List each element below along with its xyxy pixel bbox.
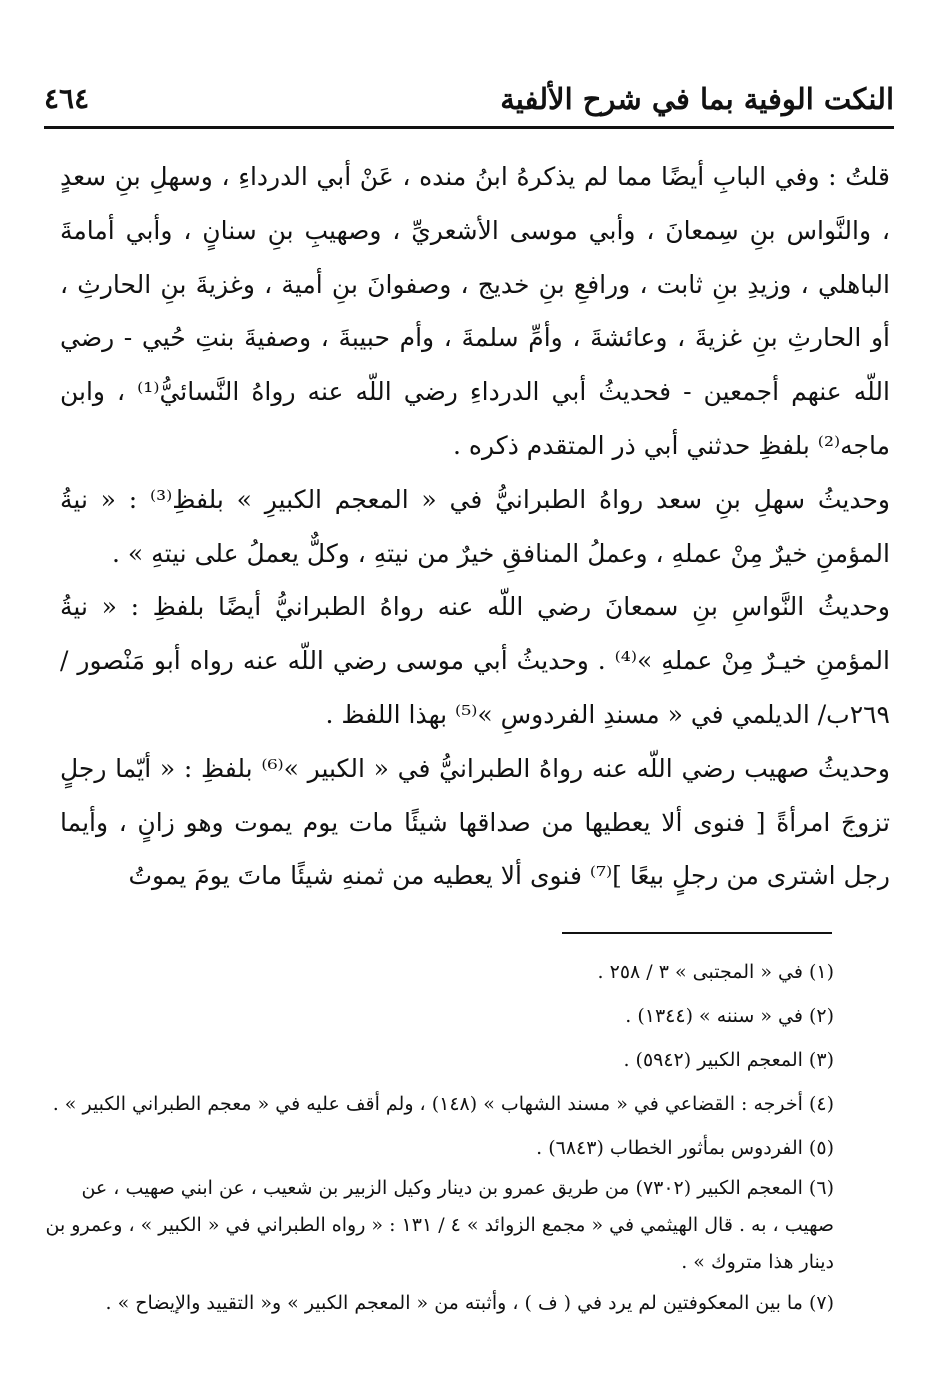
page-number: ٤٦٤ [44,82,90,115]
running-title: النكت الوفية بما في شرح الألفية [500,82,894,116]
header-divider [44,126,894,129]
footnotes [44,950,834,1325]
footnote-divider [562,932,832,934]
footnote-7: (٧) ما بين المعكوفتين لم يرد في ( ف ) ، وأثبته من « المعجم الكبير » و« التقييد والإيضاح » . [105,1292,834,1314]
footnote-6: (٦) المعجم الكبير (٧٣٠٢) من طريق عمرو بن دينار وكيل الزبير بن شعيب ، عن ابني صهيب ، عن صهيب ، به . قال الهيثمي في « مجمع الزوائد » ٤ / ١٣١ : « رواه الطبراني في « الكبير » ، وعمرو بن دينار هذا متروك » . [45,1177,834,1273]
paragraph: وحديثُ صهيب رضي اللّه عنه رواهُ الطبرانيُّ في « الكبير »⁽⁶⁾ بلفظِ : « أيّما رجلٍ تزوجَ امرأةً [ فنوى ألا يعطيها من صداقها شيئًا مات يوم يموت وهو زانٍ ، وأيما رجل اشترى من رجلٍ بيعًا ]⁽⁷⁾ فنوى ألا يعطيه من ثمنهِ شيئًا ماتَ يومَ يموتُ [60,753,891,891]
footnote-3: (٣) المعجم الكبير (٥٩٤٢) . [623,1049,834,1071]
footnote-5: (٥) الفردوس بمأثور الخطاب (٦٨٤٣) . [536,1137,834,1159]
footnote-1: (١) في « المجتبى » ٣ / ٢٥٨ . [597,961,834,983]
footnote-4: (٤) أخرجه : القضاعي في « مسند الشهاب » (١٤٨) ، ولم أقف عليه في « معجم الطبراني الكبير » . [52,1093,834,1115]
paragraph: وحديثُ النَّواسِ بنِ سمعانَ رضي اللّه عنه رواهُ الطبرانيُّ أيضًا بلفظِ : « نيةُ المؤمنِ خيـرٌ مِنْ عملهِ »⁽⁴⁾ . وحديثُ أبي موسى رضي اللّه عنه رواه أبو مَنْصور /٢٦٩ب/ الديلمي في « مسندِ الفردوسِ »⁽⁵⁾ بهذا اللفظ . [60,592,890,729]
footnote-2: (٢) في « سننه » (١٣٤٤) . [625,1005,834,1027]
running-header [44,76,894,126]
main-text [60,150,890,903]
paragraph: وحديثُ سهلِ بنِ سعد رواهُ الطبرانيُّ في « المعجم الكبيرِ » بلفظِ⁽³⁾ : « نيةُ المؤمنِ خيرٌ مِنْ عملهِ ، وعملُ المنافقِ خيرٌ من نيتهِ ، وكلٌّ يعملُ على نيتهِ » . [60,484,890,568]
paragraph: قلتُ : وفي البابِ أيضًا مما لم يذكرهُ ابنُ منده ، عَنْ أبي الدرداءِ ، وسهلِ بنِ سعدٍ ، والنَّواس بنِ سِمعانَ ، وأبي موسى الأشعريِّ ، وصهيبِ بنِ سنانٍ ، وأبي أمامةَ الباهلي ، وزيدِ بنِ ثابت ، ورافعِ بنِ خديج ، وصفوانَ بنِ أمية ، وغزيةَ بنِ الحارثِ ، أو الحارثِ بنِ غزيةَ ، وعائشةَ ، وأمِّ سلمةَ ، وأم حبيبةَ ، وصفيةَ بنتِ حُيي - رضي اللّه عنهم أجمعين - فحديثُ أبي الدرداءِ رضي اللّه عنه رواهُ النَّسائيُّ⁽¹⁾ ، وابن ماجه⁽²⁾ بلفظِ حدثني أبي ذر المتقدم ذكره . [60,162,890,460]
